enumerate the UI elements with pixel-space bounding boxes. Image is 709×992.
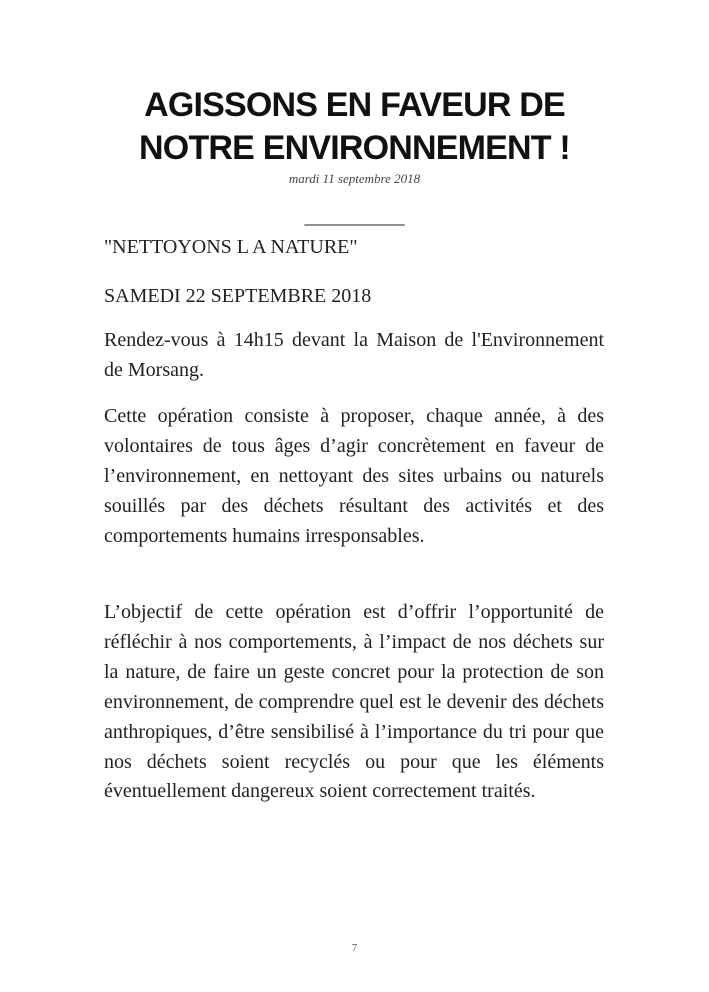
paragraph-operation: Cette opération consiste à proposer, chaque année, à des volontaires de tous âges d’agir concrètement en faveur de l’environnement, en nettoyant des sites urbains ou naturels souillés par des déchets résultant des activités et des comportements humains irresponsables. [104,405,604,547]
title-separator: __________ [304,206,405,228]
event-name-heading: "NETTOYONS L A NATURE" [104,236,358,258]
page-number: 7 [351,942,358,954]
page-title-line-1: AGISSONS EN FAVEUR DE [144,86,565,124]
publication-date: mardi 11 septembre 2018 [288,171,421,186]
paragraph-rendezvous: Rendez-vous à 14h15 devant la Maison de l'Environnement de Morsang. [104,329,604,381]
event-date-heading: SAMEDI 22 SEPTEMBRE 2018 [104,285,372,307]
paragraph-objective: L’objectif de cette opération est d’offrir l’opportunité de réfléchir à nos comportements, à l’impact de nos déchets sur la nature, de faire un geste concret pour la protection de son environnement, de comprendre quel est le devenir des déchets anthropiques, d’être sensibilisé à l’importance du tri pour que nos déchets soient recyclés ou pour que les éléments éventuellement dangereux soient correctement traités. [104,601,604,803]
page-title-line-2: NOTRE ENVIRONNEMENT ! [139,129,570,167]
